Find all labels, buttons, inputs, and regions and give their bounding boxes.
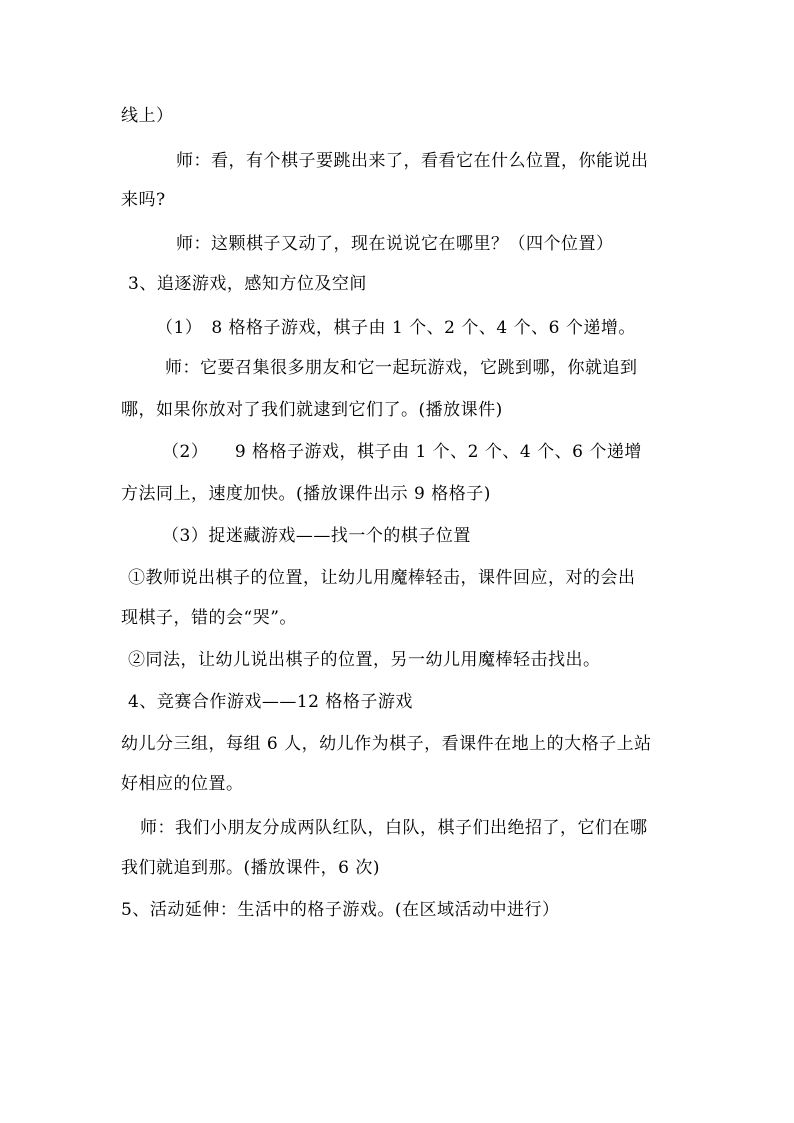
text-line: （2） 9 格格子游戏，棋子由 1 个、2 个、4 个、6 个递增 [162, 442, 642, 462]
text-line: ②同法，让幼儿说出棋子的位置，另一幼儿用魔棒轻击找出。 [128, 650, 601, 670]
text-line: 师：看，有个棋子要跳出来了，看看它在什么位置，你能说出 [176, 151, 649, 171]
text-line: ①教师说出棋子的位置，让幼儿用魔棒轻击，课件回应，对的会出 [128, 568, 636, 588]
text-line: （1） 8 格格子游戏，棋子由 1 个、2 个、4 个、6 个递增。 [156, 318, 636, 338]
text-line: 师：这颗棋子又动了，现在说说它在哪里？（四个位置） [176, 234, 614, 254]
section-heading: 5、活动延伸：生活中的格子游戏。(在区域活动中进行） [121, 900, 560, 920]
text-line: 现棋子，错的会“哭”。 [121, 608, 297, 628]
text-line: 线上） [121, 106, 174, 126]
text-line: 好相应的位置。 [121, 774, 244, 794]
text-line: 我们就追到那。(播放课件，6 次) [121, 858, 380, 878]
section-heading: 4、竞赛合作游戏——12 格格子游戏 [128, 692, 413, 712]
text-line: 幼儿分三组，每组 6 人，幼儿作为棋子，看课件在地上的大格子上站 [121, 734, 652, 754]
text-line: 哪，如果你放对了我们就逮到它们了。(播放课件) [121, 400, 503, 420]
text-line: 方法同上，速度加快。(播放课件出示 9 格格子) [121, 484, 491, 504]
text-line: 来吗? [121, 190, 166, 210]
text-line: 师：我们小朋友分成两队红队，白队，棋子们出绝招了，它们在哪 [140, 818, 648, 838]
text-line: 师：它要召集很多朋友和它一起玩游戏，它跳到哪，你就追到 [165, 358, 638, 378]
text-line: （3）捉迷藏游戏——找一个的棋子位置 [162, 526, 471, 546]
section-heading: 3、追逐游戏，感知方位及空间 [128, 274, 367, 294]
